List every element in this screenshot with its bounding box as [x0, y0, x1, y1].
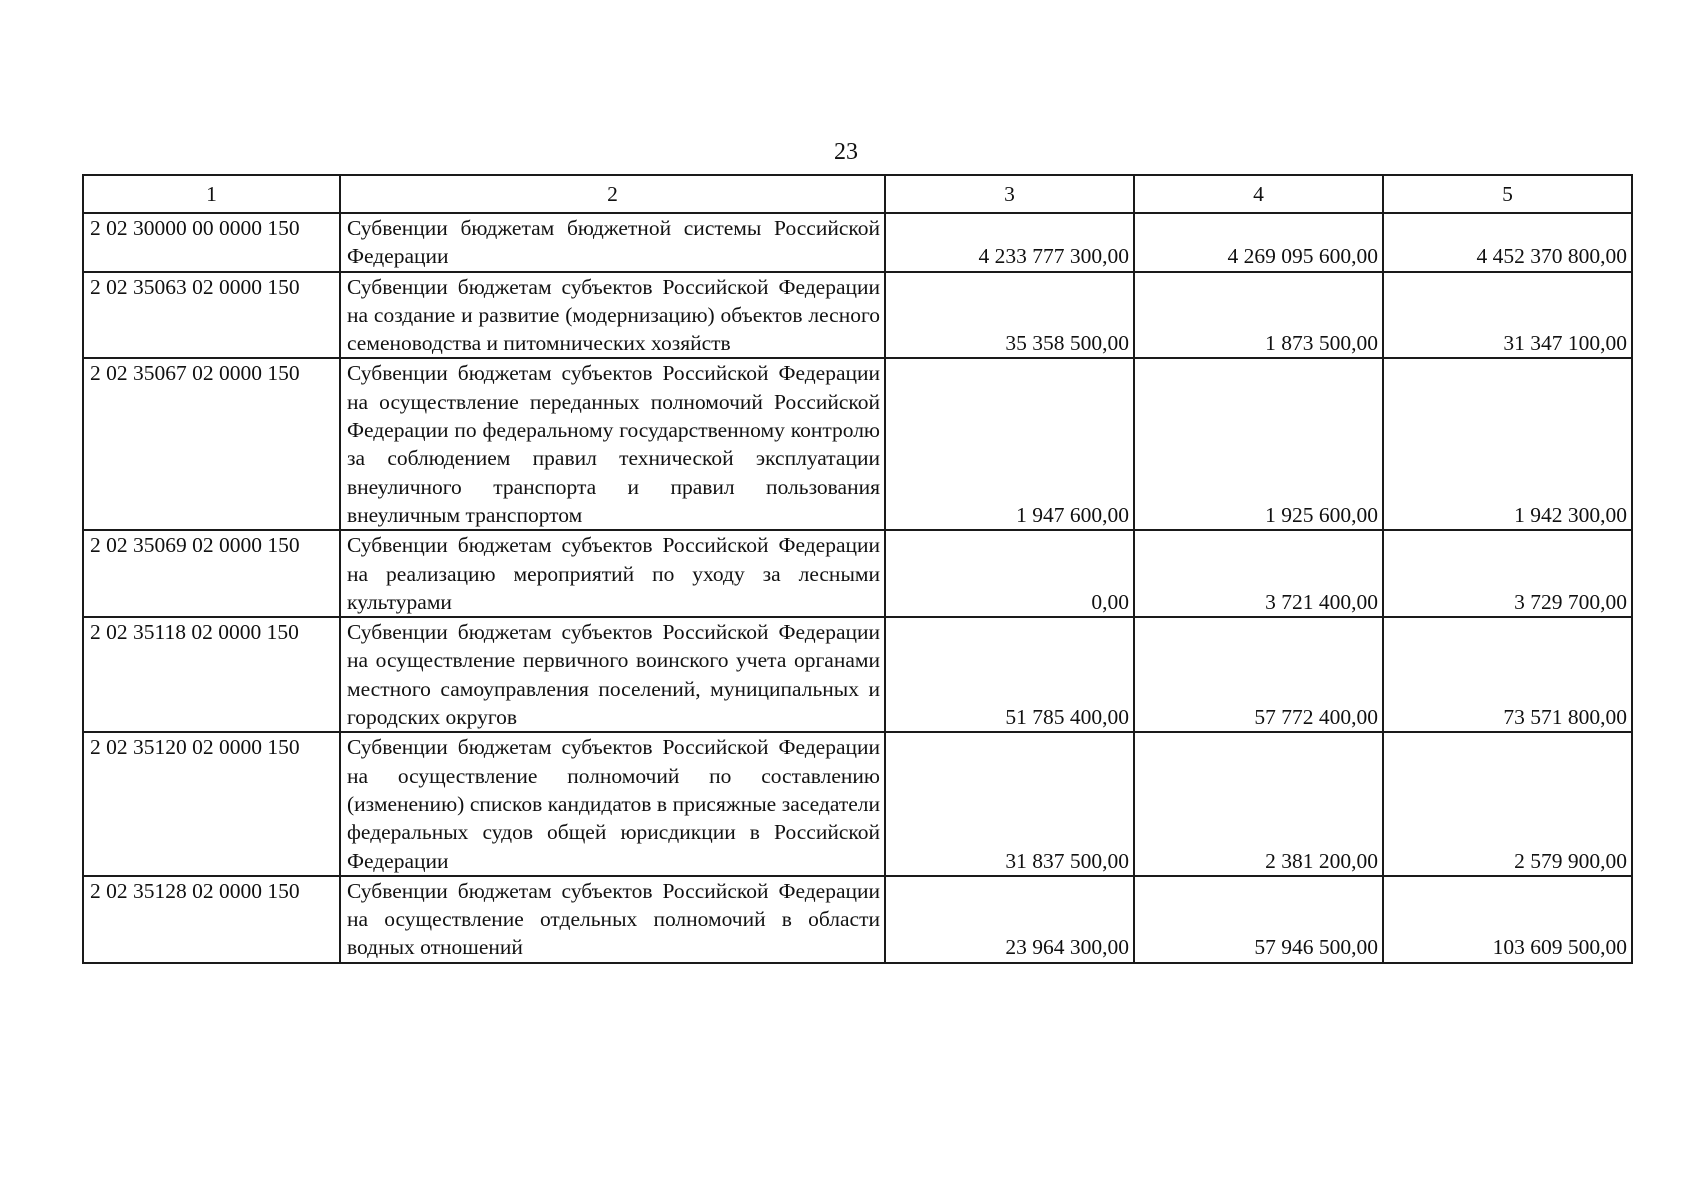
table-row [83, 530, 1632, 617]
amount-col-4: 1 873 500,00 [1134, 272, 1383, 359]
table-row [83, 272, 1632, 359]
amount-col-4: 2 381 200,00 [1134, 732, 1383, 875]
amount-col-5: 4 452 370 800,00 [1383, 213, 1632, 272]
column-header: 5 [1383, 175, 1632, 213]
description: Субвенции бюджетам субъектов Российской Федерации на осуществление отдельных полномочий в области водных отношений [340, 876, 885, 963]
amount-col-4: 3 721 400,00 [1134, 530, 1383, 617]
amount-col-5: 31 347 100,00 [1383, 272, 1632, 359]
amount-col-4: 57 946 500,00 [1134, 876, 1383, 963]
column-header: 1 [83, 175, 340, 213]
table-row [83, 876, 1632, 963]
amount-col-5: 1 942 300,00 [1383, 358, 1632, 530]
budget-code: 2 02 35120 02 0000 150 [83, 732, 340, 875]
amount-col-3: 51 785 400,00 [885, 617, 1134, 732]
budget-code: 2 02 35063 02 0000 150 [83, 272, 340, 359]
budget-code: 2 02 35067 02 0000 150 [83, 358, 340, 530]
budget-code: 2 02 35118 02 0000 150 [83, 617, 340, 732]
amount-col-5: 2 579 900,00 [1383, 732, 1632, 875]
column-header: 4 [1134, 175, 1383, 213]
description: Субвенции бюджетам субъектов Российской Федерации на осуществление первичного воинского учета органами местного самоуправления поселений, муниципальных и городских округов [340, 617, 885, 732]
amount-col-4: 4 269 095 600,00 [1134, 213, 1383, 272]
header-row [83, 175, 1632, 213]
amount-col-4: 1 925 600,00 [1134, 358, 1383, 530]
amount-col-3: 4 233 777 300,00 [885, 213, 1134, 272]
amount-col-5: 3 729 700,00 [1383, 530, 1632, 617]
budget-code: 2 02 35069 02 0000 150 [83, 530, 340, 617]
page-number: 23 [834, 139, 858, 165]
amount-col-3: 1 947 600,00 [885, 358, 1134, 530]
description: Субвенции бюджетам субъектов Российской Федерации на осуществление полномочий по составлению (изменению) списков кандидатов в присяжные заседатели федеральных судов общей юрисдикции в Российской Федерации [340, 732, 885, 875]
description: Субвенции бюджетам бюджетной системы Российской Федерации [340, 213, 885, 272]
description: Субвенции бюджетам субъектов Российской Федерации на создание и развитие (модернизацию) объектов лесного семеноводства и питомнических хозяйств [340, 272, 885, 359]
budget-table [82, 174, 1633, 964]
amount-col-5: 103 609 500,00 [1383, 876, 1632, 963]
table-row [83, 617, 1632, 732]
table-row [83, 732, 1632, 875]
amount-col-3: 0,00 [885, 530, 1134, 617]
amount-col-3: 31 837 500,00 [885, 732, 1134, 875]
description: Субвенции бюджетам субъектов Российской Федерации на реализацию мероприятий по уходу за лесными культурами [340, 530, 885, 617]
table-row [83, 358, 1632, 530]
amount-col-3: 35 358 500,00 [885, 272, 1134, 359]
amount-col-5: 73 571 800,00 [1383, 617, 1632, 732]
column-header: 2 [340, 175, 885, 213]
budget-code: 2 02 35128 02 0000 150 [83, 876, 340, 963]
amount-col-4: 57 772 400,00 [1134, 617, 1383, 732]
table-row [83, 213, 1632, 272]
amount-col-3: 23 964 300,00 [885, 876, 1134, 963]
description: Субвенции бюджетам субъектов Российской Федерации на осуществление переданных полномочий Российской Федерации по федеральному государственному контролю за соблюдением правил технической эксплуатации внеуличного транспорта и правил пользования внеуличным транспортом [340, 358, 885, 530]
budget-code: 2 02 30000 00 0000 150 [83, 213, 340, 272]
column-header: 3 [885, 175, 1134, 213]
